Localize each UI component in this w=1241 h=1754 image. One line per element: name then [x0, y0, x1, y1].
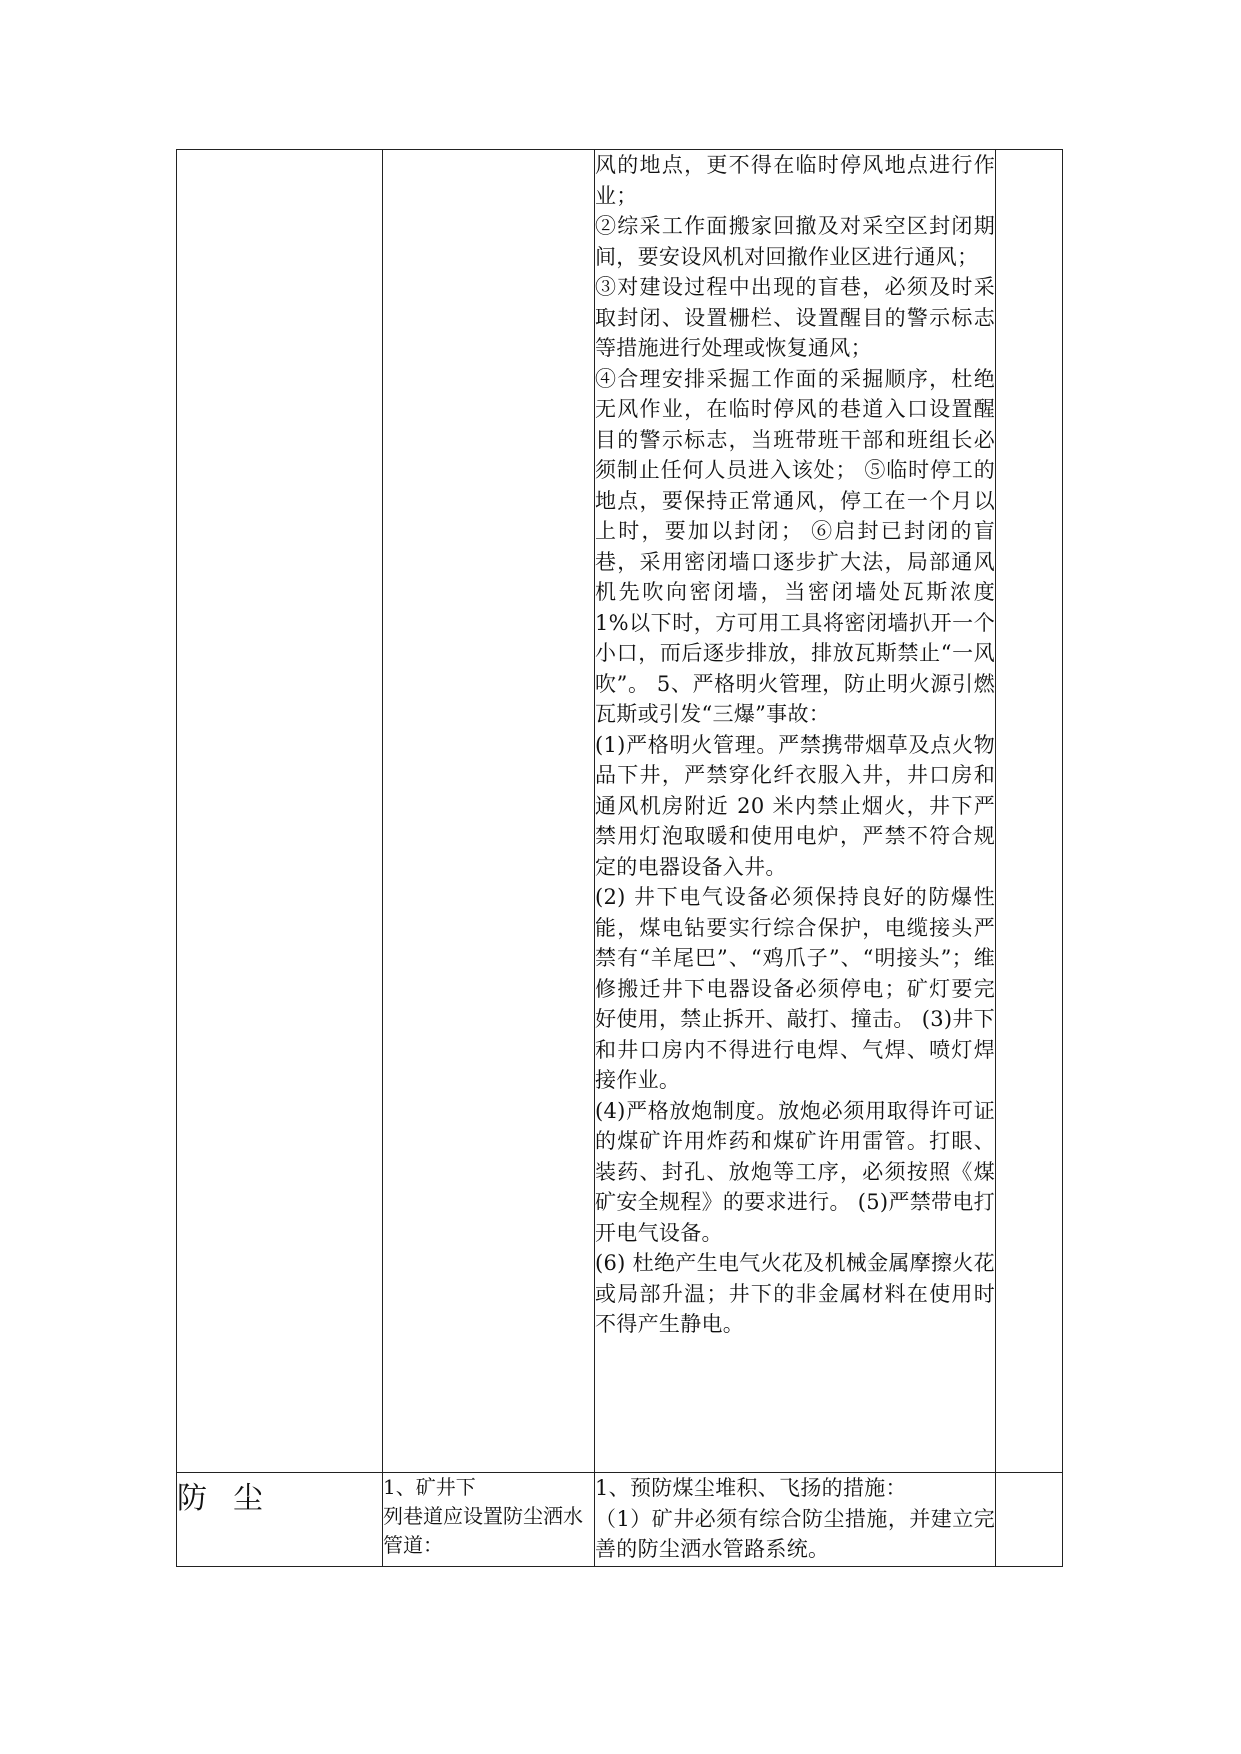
measure-paragraph: 风的地点，更不得在临时停风地点进行作业； [595, 153, 995, 208]
table-row [177, 150, 1063, 1473]
measure-paragraph: 1、预防煤尘堆积、飞扬的措施： [595, 1476, 907, 1500]
requirement-line: 1、矿井下 [383, 1475, 476, 1499]
requirement-cell [383, 150, 595, 1473]
measure-paragraph: ②综采工作面搬家回撤及对采空区封闭期间，要安设风机对回撤作业区进行通风； [595, 214, 995, 269]
requirement-cell [383, 1473, 595, 1567]
remarks-cell [996, 1473, 1063, 1567]
measure-paragraph: ③对建设过程中出现的盲巷，必须及时采取封闭、设置栅栏、设置醒目的警示标志等措施进行处理或恢复通风； [595, 275, 995, 360]
category-label: 防尘 [177, 1481, 289, 1516]
table-row [177, 1473, 1063, 1567]
category-cell [177, 1473, 383, 1567]
measures-cell [595, 1473, 996, 1567]
measure-paragraph: (6) 杜绝产生电气火花及机械金属摩擦火花或局部升温；井下的非金属材料在使用时不得产生静电。 [595, 1251, 995, 1336]
measures-cell [595, 150, 996, 1473]
measure-paragraph: (4)严格放炮制度。放炮必须用取得许可证的煤矿许用炸药和煤矿许用雷管。打眼、装药、封孔、放炮等工序，必须按照《煤矿安全规程》的要求进行。 (5)严禁带电打开电气设备。 [595, 1098, 995, 1245]
measure-paragraph: （1）矿井必须有综合防尘措施，并建立完善的防尘洒水管路系统。 [595, 1506, 995, 1561]
measures-table [176, 149, 1063, 1567]
measure-paragraph: (2) 井下电气设备必须保持良好的防爆性能，煤电钻要实行综合保护，电缆接头严禁有“羊尾巴”、“鸡爪子”、“明接头”；维修搬迁井下电器设备必须停电；矿灯要完好使用，禁止拆开、敲打、撞击。 (3)井下和井口房内不得进行电焊、气焊、喷灯焊接作业。 [595, 885, 995, 1092]
category-cell [177, 150, 383, 1473]
remarks-cell [996, 150, 1063, 1473]
requirement-line: 列巷道应设置防尘洒水管道： [383, 1504, 583, 1557]
measure-paragraph: (1)严格明火管理。严禁携带烟草及点火物品下井，严禁穿化纤衣服入井，井口房和通风机房附近 20 米内禁止烟火，井下严禁用灯泡取暖和使用电炉，严禁不符合规定的电器设备入井。 [595, 732, 995, 879]
measure-paragraph: ④合理安排采掘工作面的采掘顺序，杜绝无风作业，在临时停风的巷道入口设置醒目的警示标志，当班带班干部和班组长必须制止任何人员进入该处； ⑤临时停工的地点，要保持正常通风，停工在一个月以上时，要加以封闭； ⑥启封已封闭的盲巷，采用密闭墙口逐步扩大法，局部通风机先吹向密闭墙，当密闭墙处瓦斯浓度 1%以下时，方可用工具将密闭墙扒开一个小口，而后逐步排放，排放瓦斯禁止“一风吹”。 5、严格明火管理，防止明火源引燃瓦斯或引发“三爆”事故： [595, 366, 995, 726]
